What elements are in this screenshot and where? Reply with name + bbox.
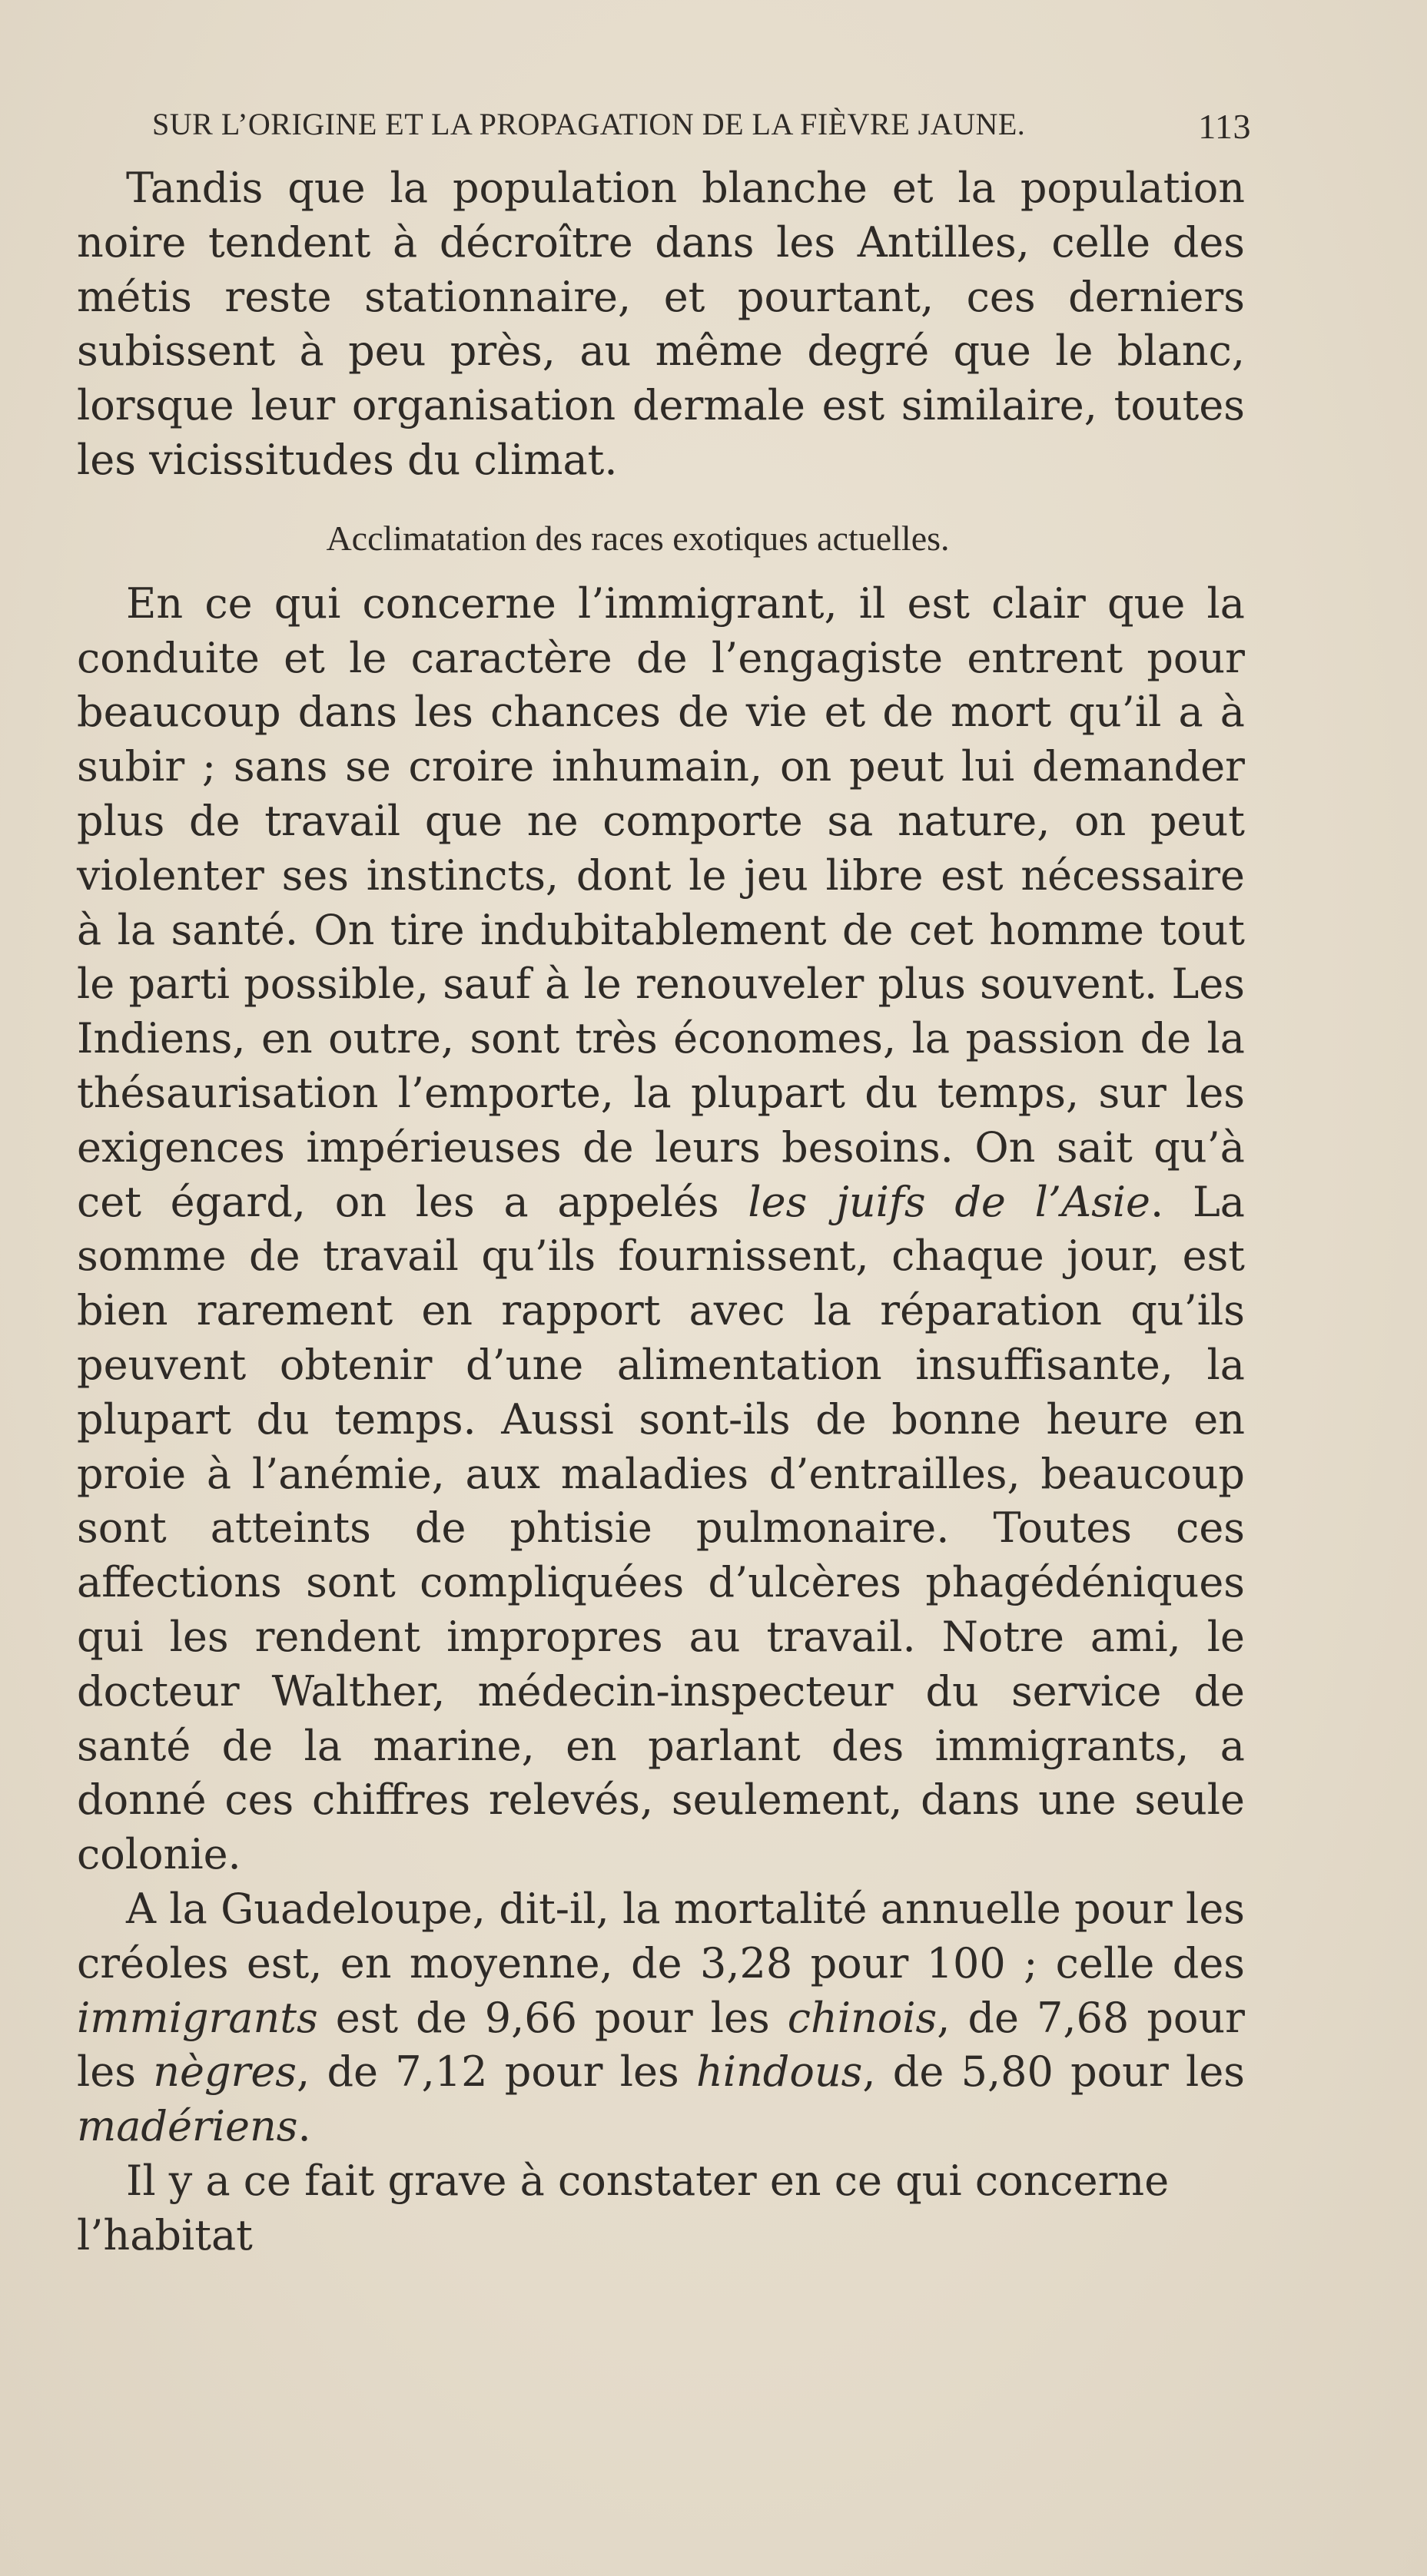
paragraph-population: Tandis que la population blanche et la population noire tendent à décroître dans les Antilles, celle des métis reste stationnaire, et pourtant, ces derniers subissent à peu près, au même degré que le blanc, lorsque leur organisation dermale est similaire, toutes les vicissitudes du climat. bbox=[77, 164, 1245, 484]
italic-word: madériens bbox=[77, 2102, 298, 2151]
paragraph-text: est de 9,66 pour les bbox=[317, 1993, 788, 2042]
paragraph-immigrant bbox=[77, 577, 1245, 1882]
body-text bbox=[77, 161, 1245, 2263]
paragraph-text: , de 7,68 pour les bbox=[77, 1993, 1245, 2097]
paragraph-text: , de 5,80 pour les bbox=[862, 2047, 1245, 2097]
paragraph-text: . bbox=[297, 2102, 311, 2151]
italic-phrase: les juifs de l’Asie bbox=[748, 1177, 1151, 1226]
page-header bbox=[152, 106, 1251, 152]
paragraph-text: . La somme de travail qu’ils fournissent, chaque jour, est bien rarement en rapport avec la réparation qu’ils peuvent obtenir d’une alimentation insuffisante, la plupart du temps. Aussi sont-ils de bonne heure en proie à l’anémie, aux maladies d’entrailles, beaucoup sont atteints de phtisie pulmonaire. Toutes ces affections sont compliquées d’ulcères phagédéniques qui les rendent impropres au travail. Notre ami, le docteur Walther, médecin-inspecteur du service de santé de la marine, en parlant des immigrants, a donné ces chiffres relevés, seulement, dans une seule colonie. bbox=[77, 1177, 1245, 1879]
italic-word: chinois bbox=[787, 1993, 938, 2042]
section-heading: Acclimatation des races exotiques actuelles. bbox=[326, 518, 950, 558]
italic-word: hindous bbox=[695, 2047, 863, 2097]
page-number: 113 bbox=[1198, 107, 1251, 146]
paragraph-guadeloupe bbox=[77, 1882, 1245, 2154]
paragraph-text: A la Guadeloupe, dit-il, la mortalité annuelle pour les créoles est, en moyenne, de 3,28 pour 100 ; celle des bbox=[77, 1884, 1245, 1988]
paragraph-habitat: Il y a ce fait grave à constater en ce qui concerne l’habitat bbox=[77, 2156, 1170, 2259]
italic-word: immigrants bbox=[77, 1993, 318, 2042]
paragraph-text: , de 7,12 pour les bbox=[297, 2047, 696, 2097]
italic-word: nègres bbox=[153, 2047, 297, 2097]
paragraph-text: En ce qui concerne l’immigrant, il est clair que la conduite et le caractère de l’engagiste entrent pour beaucoup dans les chances de vie et de mort qu’il a à subir ; sans se croire inhumain, on peut lui demander plus de travail que ne comporte sa nature, on peut violenter ses instincts, dont le jeu libre est nécessaire à la santé. On tire indubitablement de cet homme tout le parti possible, sauf à le renouveler plus souvent. Les Indiens, en outre, sont très économes, la passion de la thésaurisation l’emporte, la plupart du temps, sur les exigences impérieuses de leurs besoins. On sait qu’à cet égard, on les a appelés bbox=[77, 579, 1245, 1226]
running-title: SUR L’ORIGINE ET LA PROPAGATION DE LA FIÈVRE JAUNE. bbox=[152, 107, 1026, 141]
